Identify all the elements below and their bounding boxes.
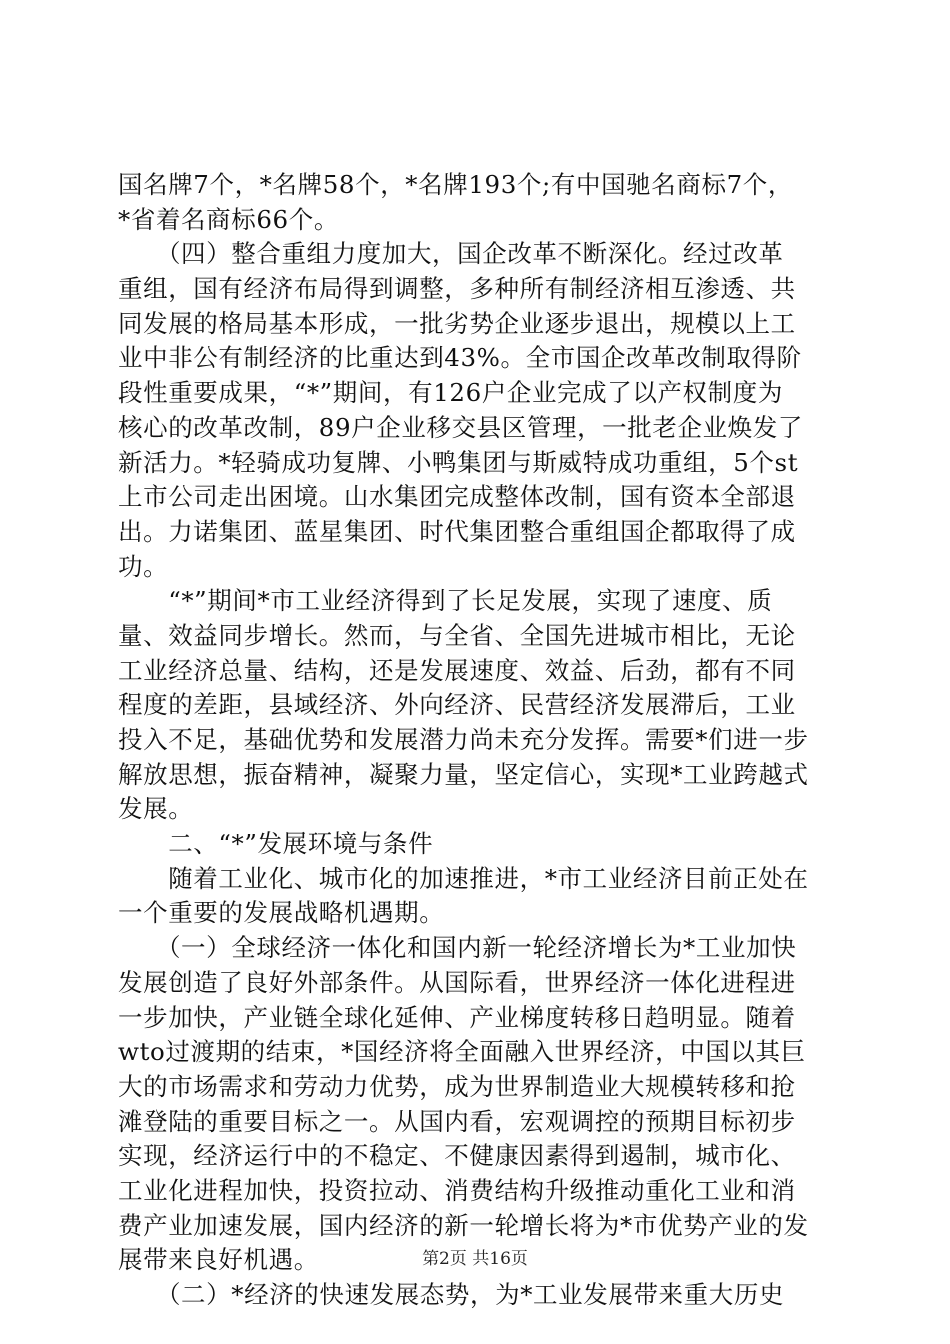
text-line: *省着名商标66个。 (118, 204, 339, 234)
text-line: 工业经济总量、结构，还是发展速度、效益、后劲，都有不同 (118, 655, 796, 685)
text-line: 实现，经济运行中的不稳定、不健康因素得到遏制，城市化、 (118, 1141, 796, 1171)
text-line: 发展创造了良好外部条件。从国际看，世界经济一体化进程进 (118, 967, 796, 997)
text-line: “*”期间*市工业经济得到了长足发展，实现了速度、质 (118, 586, 773, 616)
text-line: 业中非公有制经济的比重达到43%。全市国企改革改制取得阶 (118, 343, 802, 373)
text-line: 国名牌7个，*名牌58个，*名牌193个;有中国驰名商标7个， (118, 170, 793, 199)
document-body (118, 168, 838, 1313)
text-line: 发展。 (118, 794, 194, 824)
text-line: wto过渡期的结束，*国经济将全面融入世界经济，中国以其巨 (118, 1037, 806, 1067)
text-line: 程度的差距，县域经济、外向经济、民营经济发展滞后，工业 (118, 690, 796, 720)
text-line: 滩登陆的重要目标之一。从国内看，宏观调控的预期目标初步 (118, 1106, 796, 1136)
text-line: 上市公司走出困境。山水集团完成整体改制，国有资本全部退 (118, 482, 796, 512)
text-line: 一个重要的发展战略机遇期。 (118, 898, 445, 928)
text-line: 投入不足，基础优势和发展潜力尚未充分发挥。需要*们进一步 (118, 725, 809, 754)
text-line: （四）整合重组力度加大，国企改革不断深化。经过改革 (118, 239, 784, 269)
text-line: 段性重要成果，“*”期间，有126户企业完成了以产权制度为 (118, 378, 783, 408)
text-line: 大的市场需求和劳动力优势，成为世界制造业大规模转移和抢 (118, 1071, 796, 1101)
text-line: （二）*经济的快速发展态势，为*工业发展带来重大历史 (118, 1280, 785, 1309)
text-line: 随着工业化、城市化的加速推进，*市工业经济目前正处在 (118, 863, 809, 893)
text-line: 费产业加速发展，国内经济的新一轮增长将为*市优势产业的发 (118, 1210, 809, 1240)
text-line: 展带来良好机遇。 (118, 1245, 319, 1275)
text-line: 量、效益同步增长。然而，与全省、全国先进城市相比，无论 (118, 620, 796, 650)
text-line: 解放思想，振奋精神，凝聚力量，坚定信心，实现*工业跨越式 (118, 759, 809, 789)
text-line: 功。 (118, 551, 169, 581)
text-line: （一）全球经济一体化和国内新一轮经济增长为*工业加快 (118, 933, 797, 963)
text-line: 工业化进程加快，投资拉动、消费结构升级推动重化工业和消 (118, 1175, 796, 1205)
text-line: 出。力诺集团、蓝星集团、时代集团整合重组国企都取得了成 (118, 516, 796, 546)
text-line: 同发展的格局基本形成，一批劣势企业逐步退出，规模以上工 (118, 308, 796, 338)
text-line: 一步加快，产业链全球化延伸、产业梯度转移日趋明显。随着 (118, 1002, 796, 1032)
page-footer: 第2页 共16页 (422, 1249, 528, 1269)
text-line: 核心的改革改制，89户企业移交县区管理，一批老企业焕发了 (118, 412, 803, 442)
text-line: 二、“*”发展环境与条件 (118, 829, 434, 859)
text-line: 重组，国有经济布局得到调整，多种所有制经济相互渗透、共 (118, 274, 796, 304)
text-line: 新活力。*轻骑成功复牌、小鸭集团与斯威特成功重组，5个st (118, 447, 799, 477)
